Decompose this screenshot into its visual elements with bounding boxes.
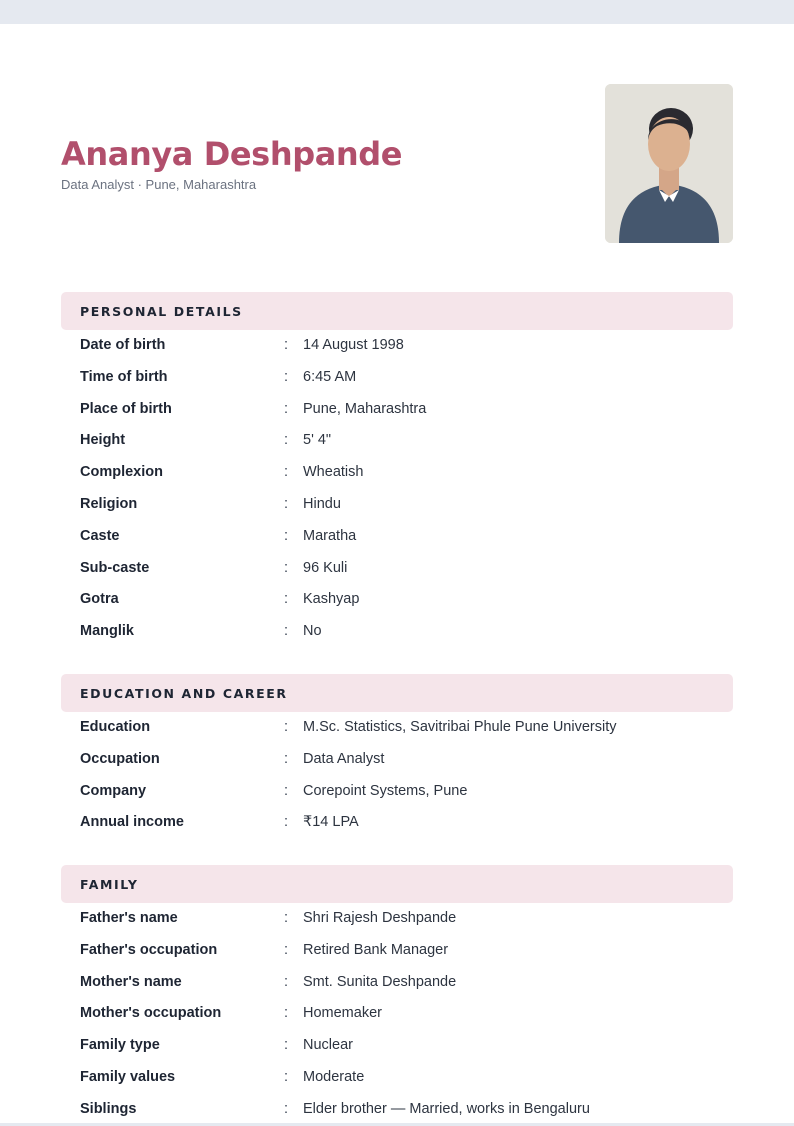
separator: : [284, 464, 289, 481]
section-personal-details [61, 292, 733, 648]
field-label: Gotra [80, 591, 119, 608]
detail-row-date-of-birth [61, 330, 733, 362]
field-value: Wheatish [303, 464, 364, 481]
detail-row-company [61, 776, 733, 808]
separator: : [284, 973, 289, 990]
field-value: No [303, 623, 322, 640]
separator: : [284, 719, 289, 735]
field-label: Place of birth [80, 400, 172, 417]
field-label: Time of birth [80, 368, 168, 385]
field-value: 5' 4" [303, 432, 332, 449]
field-label: Mother's name [80, 973, 182, 990]
detail-row-annual-income [61, 807, 733, 839]
detail-row-time-of-birth [61, 362, 733, 394]
detail-row-education [61, 712, 733, 744]
profile-photo [605, 84, 733, 243]
detail-row-occupation [61, 744, 733, 776]
separator: : [284, 527, 289, 544]
section-title: FAMILY [80, 876, 139, 892]
field-label: Sub-caste [80, 559, 150, 576]
field-value: Data Analyst [303, 750, 385, 767]
profile-subtitle: Data Analyst · Pune, Maharashtra [61, 177, 257, 192]
section-header [61, 292, 733, 330]
detail-row-fathers-occupation [61, 935, 733, 967]
field-label: Annual income [80, 814, 184, 831]
field-value: Moderate [303, 1068, 365, 1085]
field-label: Siblings [80, 1100, 137, 1117]
field-label: Company [80, 782, 147, 799]
field-label: Mother's occupation [80, 1005, 222, 1022]
separator: : [284, 910, 289, 926]
field-value: ₹14 LPA [303, 814, 359, 831]
section-header [61, 674, 733, 712]
field-value: Smt. Sunita Deshpande [303, 973, 457, 990]
separator: : [284, 1005, 289, 1022]
field-value: Homemaker [303, 1005, 382, 1022]
field-label: Date of birth [80, 337, 166, 353]
section-family [61, 865, 733, 1126]
field-value: Elder brother — Married, works in Bengaluru [303, 1100, 590, 1117]
field-label: Occupation [80, 750, 160, 767]
field-value: Hindu [303, 495, 341, 512]
separator: : [284, 1037, 289, 1054]
field-label: Education [80, 719, 151, 735]
field-label: Complexion [80, 464, 163, 481]
separator: : [284, 432, 289, 449]
field-value: Maratha [303, 527, 357, 544]
detail-row-religion [61, 489, 733, 521]
separator: : [284, 941, 289, 958]
field-value: 96 Kuli [303, 559, 348, 576]
field-label: Father's name [80, 910, 178, 926]
separator: : [284, 495, 289, 512]
separator: : [284, 368, 289, 385]
detail-row-mothers-occupation [61, 998, 733, 1030]
separator: : [284, 814, 289, 831]
field-value: Nuclear [303, 1037, 353, 1054]
detail-row-mothers-name [61, 967, 733, 999]
separator: : [284, 1100, 289, 1117]
detail-row-family-values [61, 1062, 733, 1094]
separator: : [284, 750, 289, 767]
field-value: Pune, Maharashtra [303, 400, 427, 417]
separator: : [284, 1068, 289, 1085]
field-label: Family values [80, 1068, 176, 1085]
section-education-and-career [61, 674, 733, 839]
field-label: Height [80, 432, 126, 449]
detail-row-sub-caste [61, 553, 733, 585]
detail-row-height [61, 425, 733, 457]
field-value: Shri Rajesh Deshpande [303, 910, 457, 926]
detail-row-complexion [61, 457, 733, 489]
field-value: Corepoint Systems, Pune [303, 782, 468, 799]
field-label: Family type [80, 1037, 160, 1054]
separator: : [284, 782, 289, 799]
field-label: Father's occupation [80, 941, 218, 958]
detail-row-siblings [61, 1094, 733, 1126]
separator: : [284, 623, 289, 640]
detail-row-gotra [61, 584, 733, 616]
detail-row-place-of-birth [61, 394, 733, 426]
field-value: 14 August 1998 [303, 337, 404, 353]
field-label: Religion [80, 495, 138, 512]
section-title: EDUCATION AND CAREER [80, 685, 288, 701]
field-value: Retired Bank Manager [303, 941, 449, 958]
field-label: Caste [80, 527, 120, 544]
separator: : [284, 400, 289, 417]
separator: : [284, 337, 289, 353]
profile-name: Ananya Deshpande [61, 135, 403, 173]
detail-row-fathers-name [61, 903, 733, 935]
detail-row-family-type [61, 1030, 733, 1062]
avatar-illustration [605, 84, 733, 243]
field-label: Manglik [80, 623, 134, 640]
field-value: Kashyap [303, 591, 360, 608]
biodata-page [0, 24, 794, 1123]
separator: : [284, 559, 289, 576]
section-header [61, 865, 733, 903]
section-title: PERSONAL DETAILS [80, 303, 243, 319]
field-value: 6:45 AM [303, 368, 357, 385]
detail-row-caste [61, 521, 733, 553]
separator: : [284, 591, 289, 608]
detail-row-manglik [61, 616, 733, 648]
field-value: M.Sc. Statistics, Savitribai Phule Pune University [303, 719, 617, 735]
